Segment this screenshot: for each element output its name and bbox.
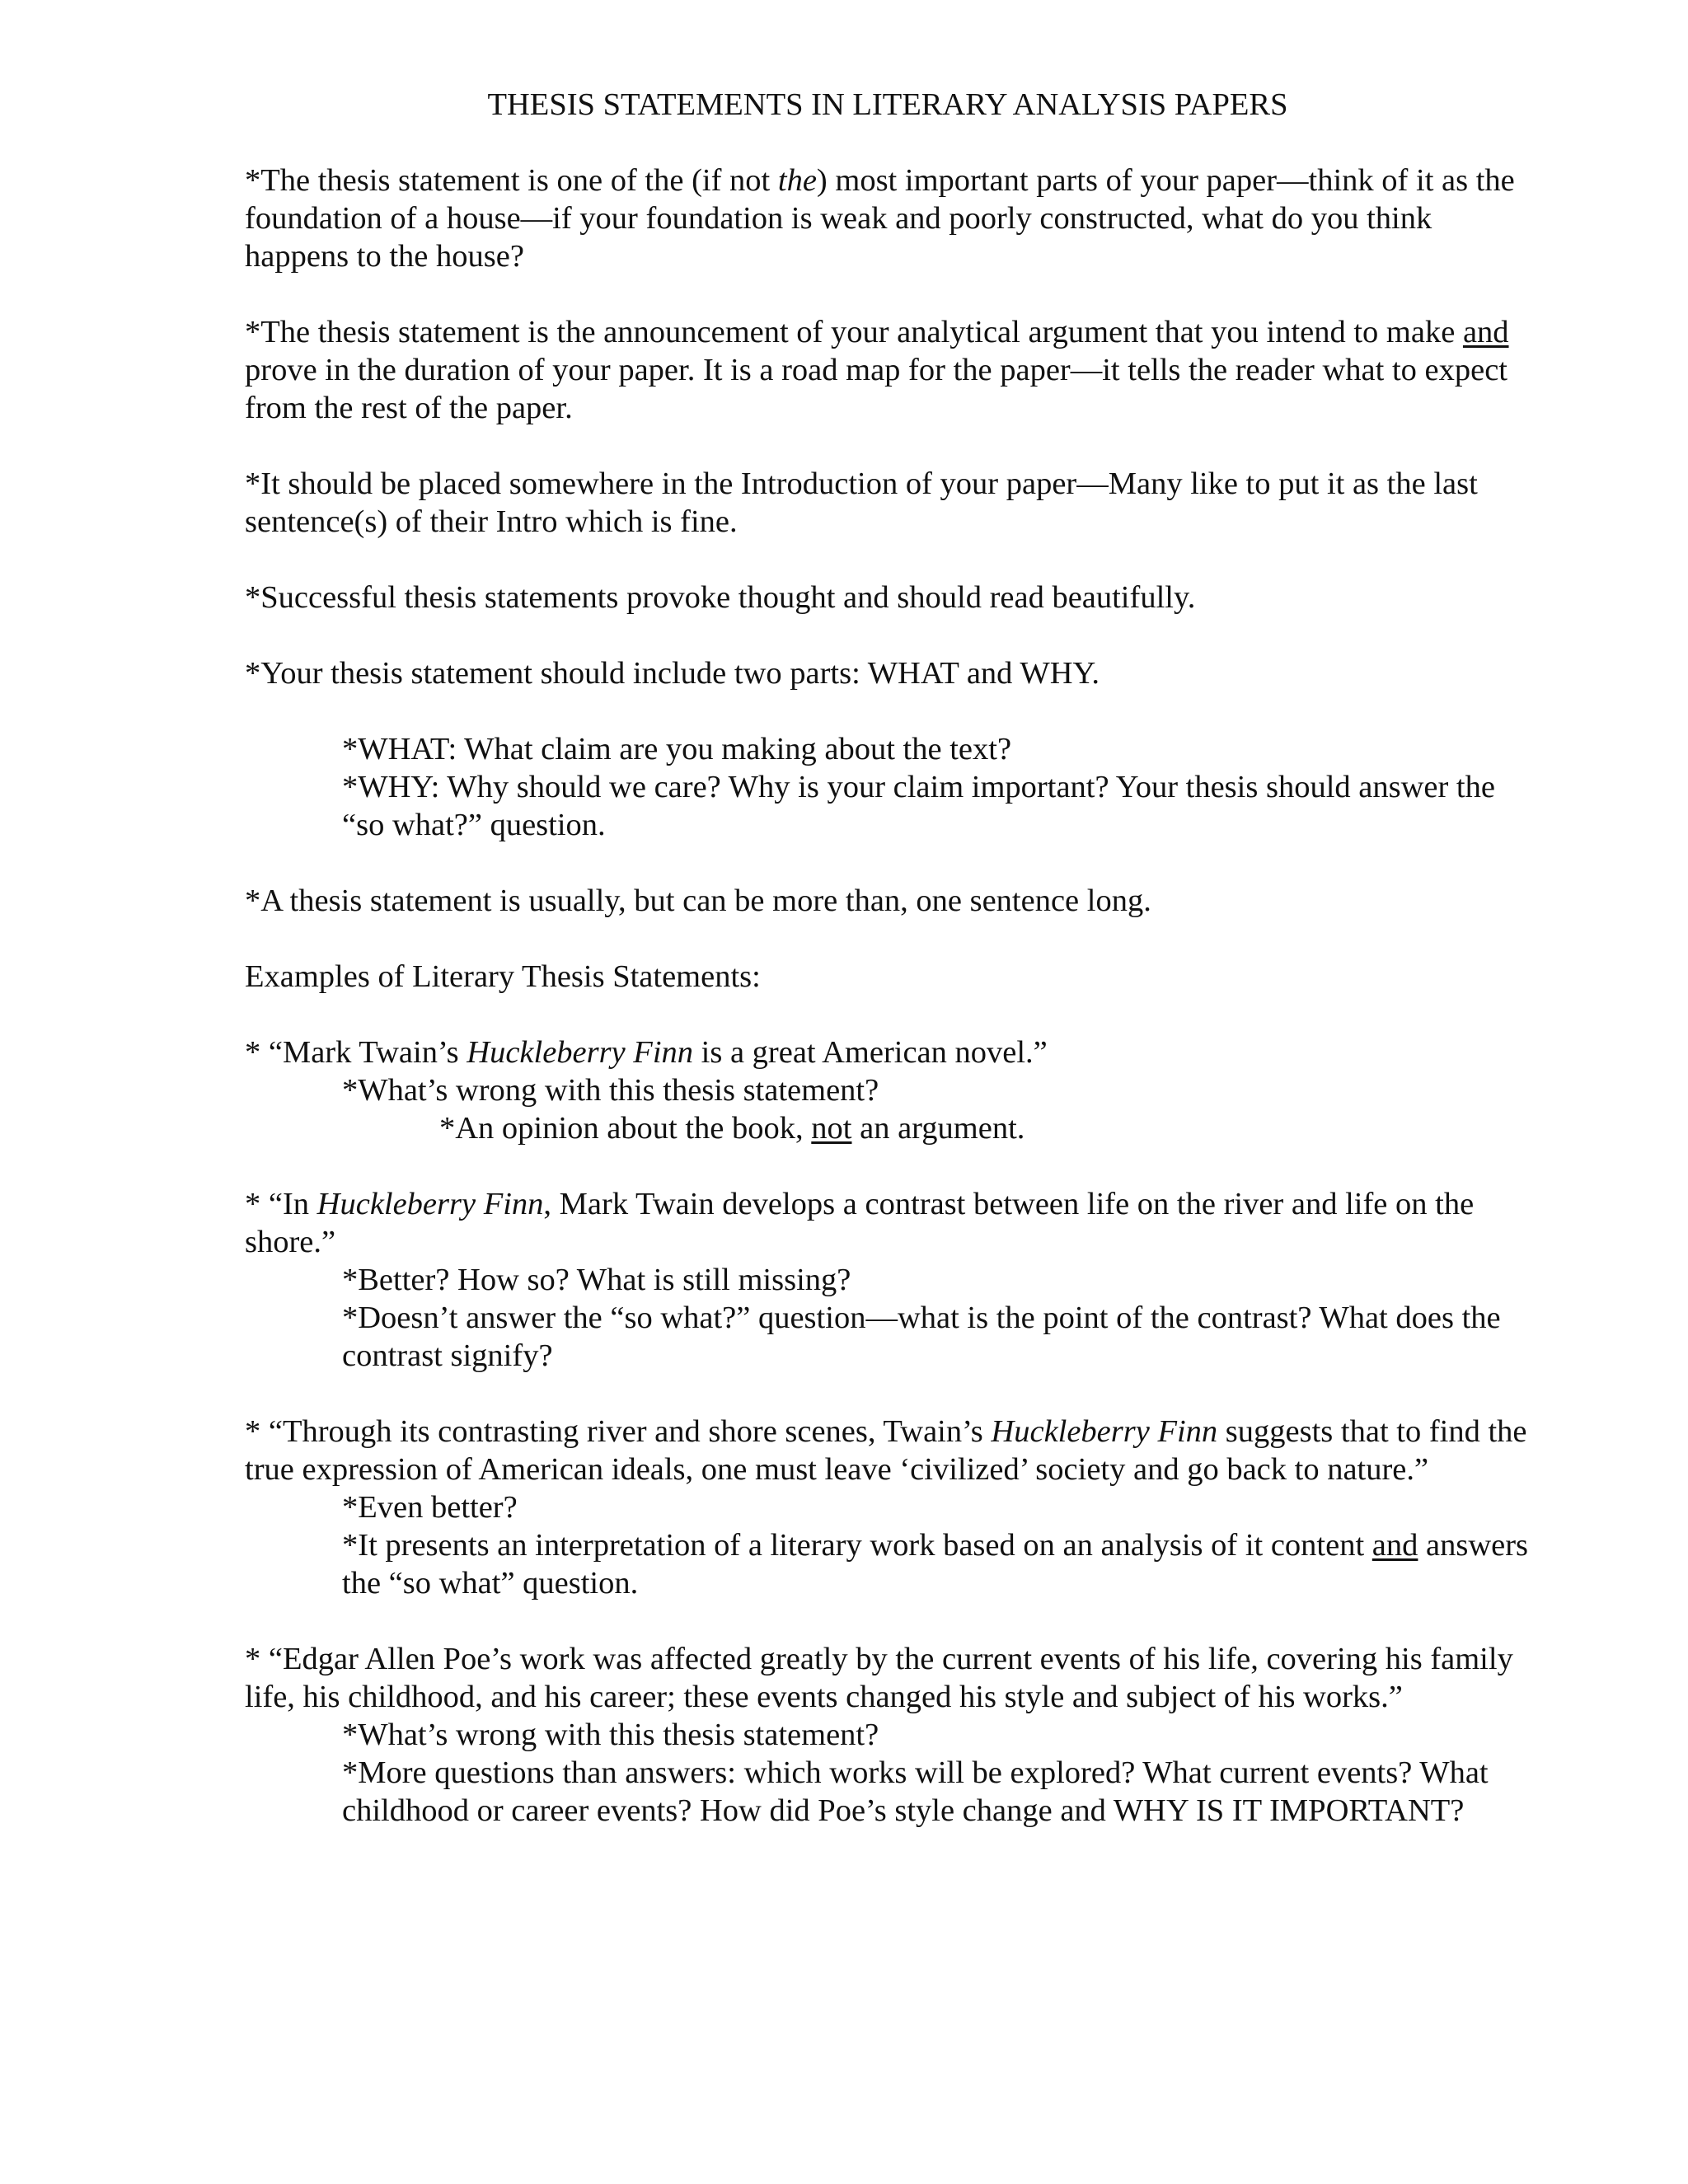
examples-heading: Examples of Literary Thesis Statements: [245, 959, 761, 994]
example-3 [245, 1413, 1531, 1602]
why-item: *WHY: Why should we care? Why is your claim important? Your thesis should answer the “so what?” question. [342, 770, 1495, 842]
example-question: *What’s wrong with this thesis statement? [342, 1718, 879, 1752]
paragraph-two-parts: *Your thesis statement should include two parts: WHAT and WHY. [245, 656, 1100, 691]
text-run: answers the “so what” question. [342, 1528, 1529, 1601]
example-1 [245, 1033, 1531, 1147]
text-run: an argument. [851, 1111, 1025, 1146]
example-answer: *More questions than answers: which works will be explored? What current events? What childhood or career events? How did Poe’s style change and WHY IS IT IMPORTANT? [342, 1755, 1489, 1828]
emphasis-text: the [777, 163, 817, 198]
paragraph-announcement [245, 313, 1531, 427]
text-run: is a great American novel.” [693, 1035, 1048, 1070]
text-run: *The thesis statement is the announcement of your analytical argument that you intend to make [245, 315, 1463, 349]
text-run: *An opinion about the book, [439, 1111, 812, 1146]
text-run: , Mark Twain develops a contrast between life on the river and life on the shore.” [245, 1187, 1475, 1259]
example-4 [245, 1640, 1531, 1830]
example-question: *What’s wrong with this thesis statement? [342, 1073, 879, 1108]
example-answer [245, 1526, 1531, 1602]
example-statement [245, 1033, 1531, 1071]
book-title: Huckleberry Finn [991, 1414, 1218, 1449]
example-answer: *Doesn’t answer the “so what?” question—what is the point of the contrast? What does the contrast signify? [342, 1301, 1501, 1373]
example-statement [245, 1413, 1531, 1488]
example-2 [245, 1185, 1531, 1375]
underlined-text: and [1372, 1528, 1418, 1563]
text-run: * “Mark Twain’s [245, 1035, 467, 1070]
example-statement: * “Edgar Allen Poe’s work was affected greatly by the current events of his life, covering his family life, his childhood, and his career; these events changed his style and subject of his works.” [245, 1642, 1513, 1714]
book-title: Huckleberry Finn [316, 1187, 544, 1221]
example-question: *Even better? [342, 1490, 518, 1525]
page-title: THESIS STATEMENTS IN LITERARY ANALYSIS PAPERS [487, 87, 1288, 122]
text-run: suggests that to find the true expression of American ideals, one must leave ‘civilized’ society and go back to nature.” [245, 1414, 1527, 1487]
example-question: *Better? How so? What is still missing? [342, 1263, 851, 1297]
paragraph-placement: *It should be placed somewhere in the Introduction of your paper—Many like to put it as the last sentence(s) of their Intro which is fine. [245, 466, 1478, 539]
paragraph-foundation [245, 162, 1531, 275]
example-answer [245, 1109, 1531, 1147]
paragraph-length: *A thesis statement is usually, but can be more than, one sentence long. [245, 883, 1151, 918]
paragraph-successful: *Successful thesis statements provoke thought and should read beautifully. [245, 580, 1196, 615]
text-run: *The thesis statement is one of the (if not [245, 163, 778, 198]
text-run: * “Through its contrasting river and shore scenes, Twain’s [245, 1414, 992, 1449]
underlined-text: and [1462, 315, 1509, 349]
text-run: *It presents an interpretation of a literary work based on an analysis of it content [342, 1528, 1372, 1563]
what-item: *WHAT: What claim are you making about the text? [342, 732, 1012, 766]
document-page [245, 86, 1531, 1868]
what-why-list [245, 730, 1531, 844]
text-run: ) most important parts of your paper—think of it as the foundation of a house—if your foundation is weak and poorly constructed, what do you think happens to the house? [245, 163, 1515, 274]
text-run: prove in the duration of your paper. It is a road map for the paper—it tells the reader what to expect from the rest of the paper. [245, 353, 1507, 425]
book-title: Huckleberry Finn [467, 1035, 694, 1070]
example-statement [245, 1185, 1531, 1261]
text-run: * “In [245, 1187, 317, 1221]
underlined-text: not [811, 1111, 852, 1146]
